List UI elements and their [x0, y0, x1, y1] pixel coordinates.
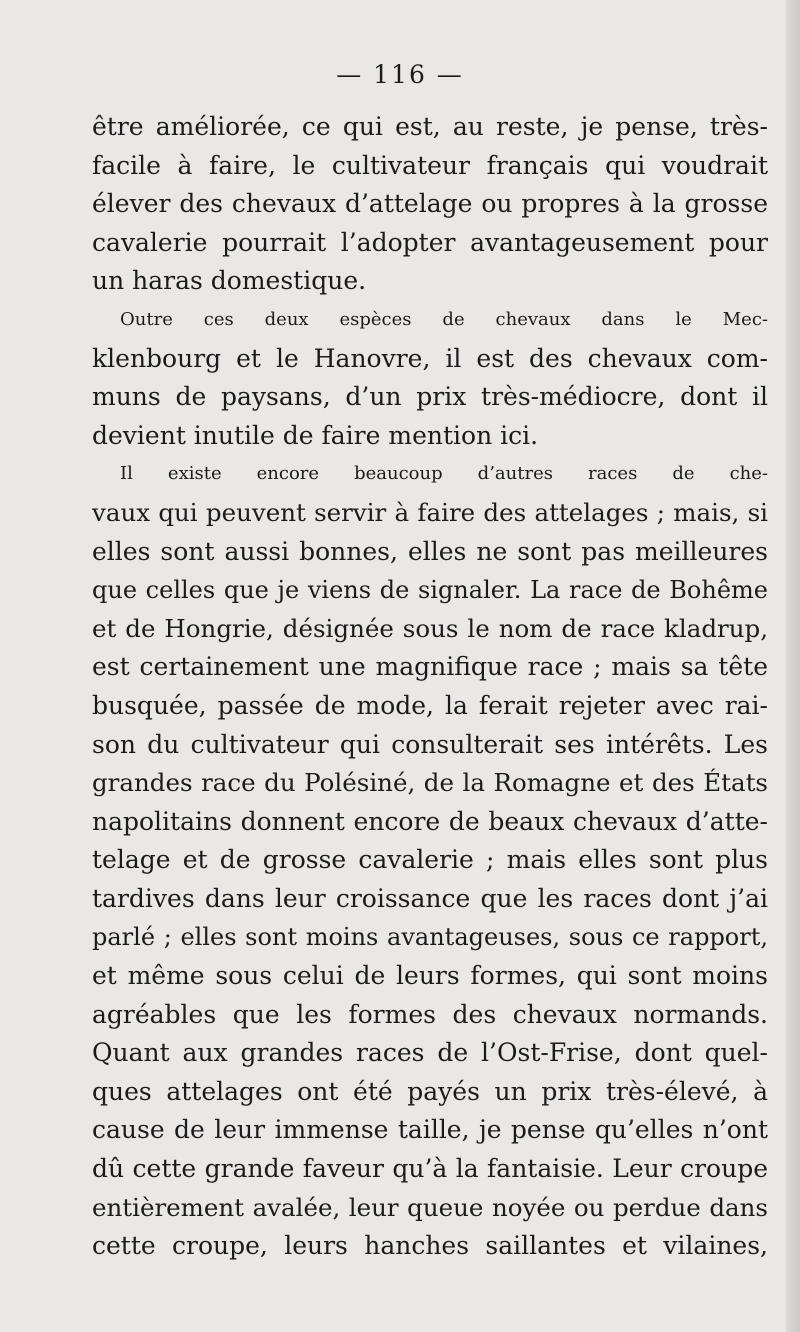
text-line: facile à faire, le cultivateur français qui voudrait — [92, 150, 768, 180]
text-line: agréables que les formes des chevaux normands. — [92, 999, 768, 1029]
text-line: être améliorée, ce qui est, au reste, je pense, très- — [92, 112, 768, 141]
text-line: tardives dans leur croissance que les races dont j’ai — [92, 883, 768, 913]
page-edge — [786, 0, 800, 1332]
text-line: busquée, passée de mode, la ferait rejeter avec rai- — [92, 690, 768, 720]
text-line: que celles que je viens de signaler. La race de Bohême — [92, 576, 768, 605]
text-line: napolitains donnent encore de beaux chevaux d’atte- — [92, 806, 768, 836]
text-line: et de Hongrie, désignée sous le nom de race kladrup, — [92, 613, 768, 643]
text-line: telage et de grosse cavalerie ; mais elles sont plus — [92, 845, 768, 875]
text-line: dû cette grande faveur qu’à la fantaisie. Leur croupe — [92, 1154, 768, 1184]
text-line: cette croupe, leurs hanches saillantes et vilaines, — [92, 1231, 768, 1261]
text-line: klenbourg et le Hanovre, il est des chevaux com- — [92, 343, 768, 373]
page-number: — 116 — — [336, 60, 464, 89]
text-line: Outre ces deux espèces de chevaux dans le Mec- — [120, 308, 768, 330]
text-line: vaux qui peuvent servir à faire des attelages ; mais, si — [92, 497, 768, 527]
text-line: un haras domestique. — [92, 266, 367, 296]
text-line: Il existe encore beaucoup d’autres races de che- — [120, 463, 768, 485]
text-line: entièrement avalée, leur queue noyée ou perdue dans — [92, 1192, 768, 1222]
text-line: parlé ; elles sont moins avantageuses, sous ce rapport, — [92, 923, 768, 952]
text-line: son du cultivateur qui consulterait ses intérêts. Les — [92, 729, 768, 759]
text-line: muns de paysans, d’un prix très-médiocre, dont il — [92, 382, 768, 412]
text-line: elles sont aussi bonnes, elles ne sont pas meilleures — [92, 536, 768, 566]
text-line: cause de leur immense taille, je pense qu’elles n’ont — [92, 1115, 768, 1145]
text-line: est certainement une magnifique race ; mais sa tête — [92, 652, 768, 682]
text-line: et même sous celui de leurs formes, qui sont moins — [92, 961, 768, 991]
text-line: Quant aux grandes races de l’Ost-Frise, dont quel- — [92, 1038, 768, 1068]
body-text — [92, 108, 768, 1266]
text-line: ques attelages ont été payés un prix très-élevé, à — [92, 1076, 768, 1106]
text-line: élever des chevaux d’attelage ou propres à la grosse — [92, 189, 768, 219]
text-line: grandes race du Polésiné, de la Romagne et des États — [92, 768, 768, 798]
text-line: devient inutile de faire mention ici. — [92, 420, 539, 450]
text-line: cavalerie pourrait l’adopter avantageusement pour — [92, 227, 768, 257]
